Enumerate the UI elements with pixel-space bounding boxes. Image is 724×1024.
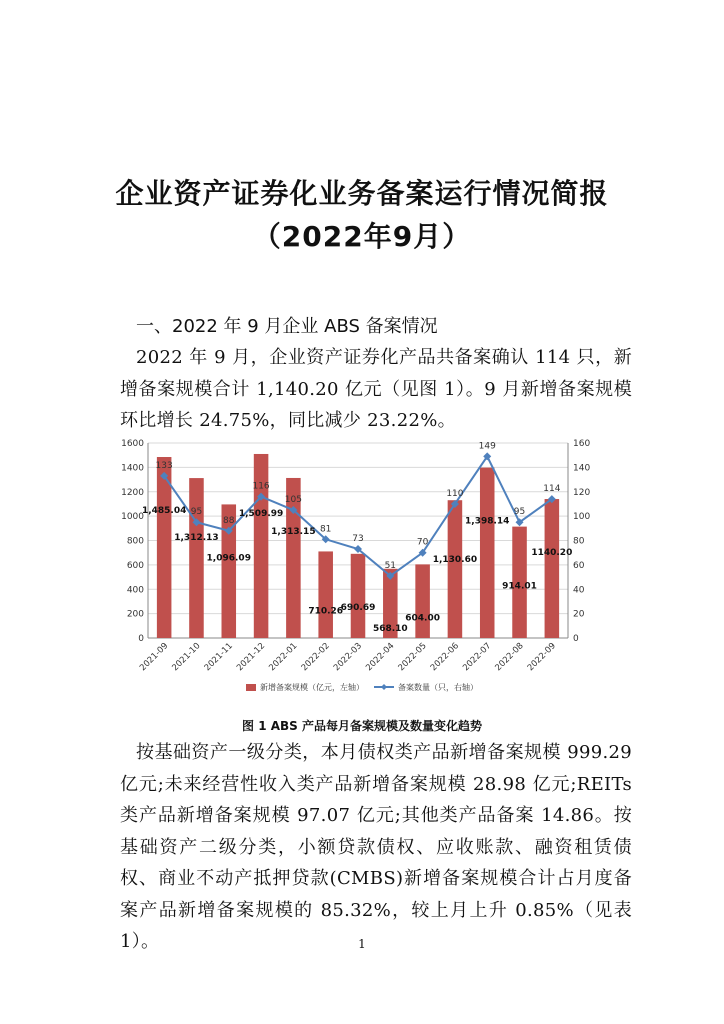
line-data-label: 133 (155, 460, 173, 471)
x-tick-label: 2021-09 (138, 641, 171, 674)
page-number: 1 (358, 937, 366, 951)
line-data-label: 88 (223, 515, 235, 526)
legend-label-line: 备案数量（只，右轴） (398, 683, 478, 692)
x-tick-label: 2022-01 (267, 641, 300, 674)
y-left-tick-label: 1000 (121, 512, 144, 523)
abs-monthly-chart (112, 432, 612, 714)
bar (448, 500, 463, 638)
y-right-tick-label: 40 (573, 585, 585, 596)
bar-data-label: 1,130.60 (432, 555, 478, 566)
document-title: 企业资产证券化业务备案运行情况简报 (115, 177, 609, 210)
bar-data-label: 1140.20 (531, 548, 573, 559)
y-left-tick-label: 800 (126, 536, 144, 547)
line-data-label: 149 (478, 441, 496, 452)
legend-swatch-marker (381, 684, 387, 690)
x-tick-label: 2022-02 (299, 641, 332, 674)
line-data-label: 110 (446, 488, 464, 499)
bar (480, 468, 495, 638)
paragraph-summary: 2022 年 9 月，企业资产证券化产品共备案确认 114 只，新增备案规模合计 1,140.20 亿元（见图 1）。9 月新增备案规模环比增长 24.75%，同比减少 23.22%。 (120, 347, 632, 431)
x-tick-label: 2022-04 (364, 641, 397, 674)
bar-data-label: 914.01 (502, 581, 537, 592)
y-left-tick-label: 1600 (121, 439, 144, 449)
y-right-tick-label: 160 (573, 439, 591, 449)
bar-data-label: 604.00 (405, 613, 440, 624)
bar-data-label: 1,485.04 (141, 506, 187, 517)
x-tick-label: 2022-05 (396, 641, 429, 674)
line-data-label: 70 (416, 537, 429, 548)
y-left-tick-label: 200 (126, 609, 144, 620)
bar-data-label: 1,312.13 (174, 533, 219, 544)
bar-data-label: 1,398.14 (465, 516, 510, 527)
section-heading: 一、2022 年 9 月企业 ABS 备案情况 (136, 316, 438, 337)
x-tick-label: 2022-09 (525, 641, 558, 674)
y-left-tick-label: 600 (126, 560, 144, 571)
legend-label-bar: 新增备案规模（亿元，左轴） (260, 683, 364, 692)
bar-data-label: 1,313.15 (271, 526, 316, 537)
y-left-tick-label: 400 (126, 585, 144, 596)
y-left-tick-label: 1200 (121, 487, 144, 498)
line-data-label: 95 (513, 507, 526, 518)
figure-caption: 图 1 ABS 产品每月备案规模及数量变化趋势 (242, 719, 482, 733)
y-right-tick-label: 0 (573, 634, 579, 644)
line-data-label: 73 (352, 534, 364, 545)
bar-data-label: 1,096.09 (206, 553, 251, 564)
bar (545, 499, 560, 638)
bar-data-label: 1,509.99 (238, 508, 284, 519)
x-tick-label: 2022-06 (428, 641, 462, 674)
document-subtitle-date: （2022年9月） (252, 220, 472, 253)
legend-swatch-bar (246, 684, 256, 691)
x-tick-label: 2021-11 (202, 641, 235, 674)
x-tick-label: 2021-12 (235, 641, 268, 674)
bar (415, 564, 430, 638)
bar-data-label: 690.69 (340, 602, 376, 613)
line-data-label: 114 (543, 484, 561, 495)
x-tick-label: 2021-10 (170, 641, 203, 674)
paragraph-classification: 按基础资产一级分类，本月债权类产品新增备案规模 999.29 亿元;未来经营性收入类产品新增备案规模 28.98 亿元;REITs 类产品新增备案规模 97.07 亿元;其他类产品备案 14.86。按基础资产二级分类，小额贷款债权、应收账款、融资租赁债权、商业不动产抵押贷款(CMBS)新增备案规模合计占月度备案产品新增备案规模的 85.32%，较上月上升 0.85%（见表 1）。 (120, 742, 632, 952)
line-data-label: 51 (384, 560, 397, 571)
x-tick-label: 2022-03 (331, 641, 365, 674)
x-tick-label: 2022-07 (461, 641, 494, 674)
y-right-tick-label: 80 (573, 536, 585, 547)
line-data-label: 81 (319, 524, 332, 535)
y-left-tick-label: 1400 (121, 463, 144, 474)
y-right-tick-label: 100 (573, 512, 591, 523)
bar-data-label: 710.26 (308, 606, 344, 617)
bar (189, 478, 204, 638)
line-data-label: 116 (252, 481, 270, 492)
y-right-tick-label: 140 (573, 463, 591, 474)
y-right-tick-label: 20 (573, 609, 585, 620)
y-left-tick-label: 0 (138, 634, 144, 644)
line-data-label: 105 (284, 495, 302, 506)
x-tick-label: 2022-08 (493, 641, 526, 674)
y-right-tick-label: 60 (573, 560, 585, 571)
bar (351, 554, 366, 638)
y-right-tick-label: 120 (573, 487, 591, 498)
line-data-label: 95 (190, 507, 203, 518)
bar-data-label: 568.10 (372, 623, 408, 634)
bar (318, 551, 333, 638)
